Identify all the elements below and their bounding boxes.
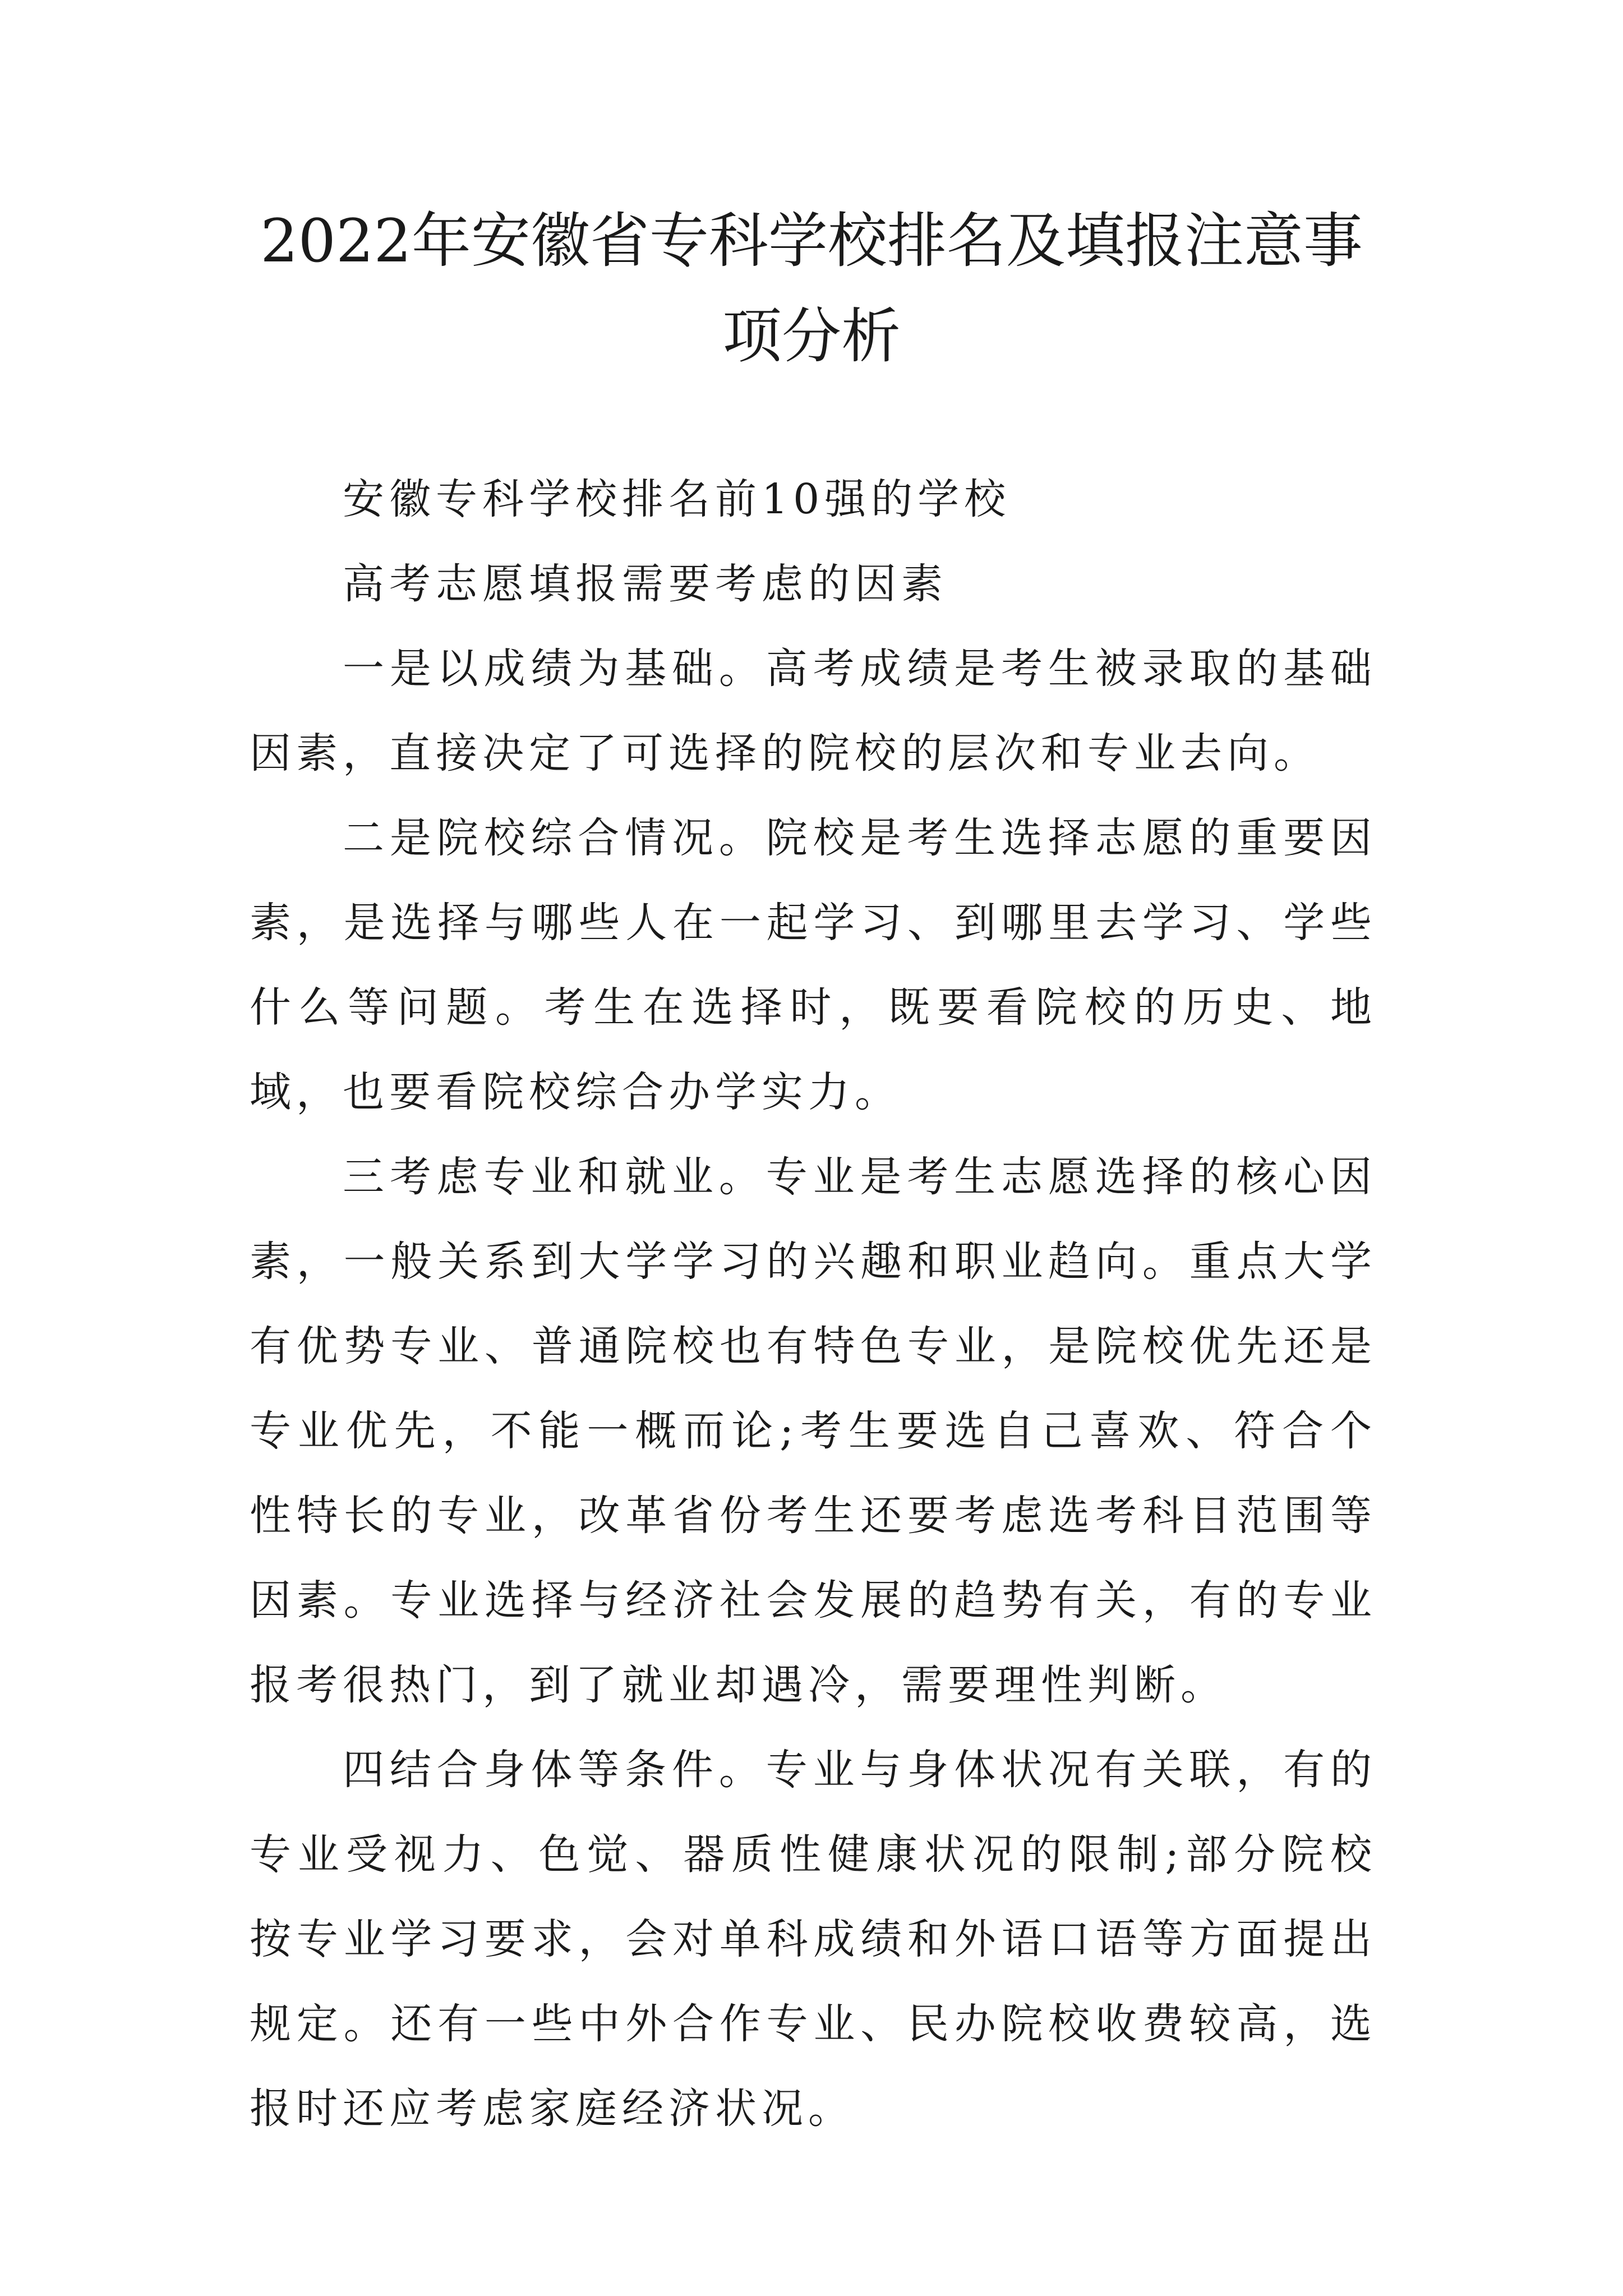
title-line-2: 项分析 xyxy=(722,302,901,371)
title-line-1: 2022年安徽省专科学校排名及填报注意事 xyxy=(260,206,1363,275)
document-body xyxy=(250,457,1377,2151)
paragraph-score-basis: 一是以成绩为基础。高考成绩是考生被录取的基础因素，直接决定了可选择的院校的层次和专业去向。 xyxy=(250,645,1377,777)
paragraph-major-employment: 三考虑专业和就业。专业是考生志愿选择的核心因素，一般关系到大学学习的兴趣和职业趋向。重点大学有优势专业、普通院校也有特色专业，是院校优先还是专业优先，不能一概而论;考生要选自己喜欢、符合个性特长的专业，改革省份考生还要考虑选考科目范围等因素。专业选择与经济社会发展的趋势有关，有的专业报考很热门，到了就业却遇冷，需要理性判断。 xyxy=(250,1153,1377,1709)
paragraph-physical-conditions: 四结合身体等条件。专业与身体状况有关联，有的专业受视力、色觉、器质性健康状况的限制;部分院校按专业学习要求，会对单科成绩和外语口语等方面提出规定。还有一些中外合作专业、民办院校收费较高，选报时还应考虑家庭经济状况。 xyxy=(250,1746,1377,2133)
document-title xyxy=(250,194,1373,384)
paragraph-school-situation: 二是院校综合情况。院校是考生选择志愿的重要因素，是选择与哪些人在一起学习、到哪里去学习、学些什么等问题。考生在选择时，既要看院校的历史、地域，也要看院校综合办学实力。 xyxy=(250,814,1377,1116)
paragraph-ranking-heading: 安徽专科学校排名前10强的学校 xyxy=(343,475,1011,523)
paragraph-factors-heading: 高考志愿填报需要考虑的因素 xyxy=(343,560,948,608)
